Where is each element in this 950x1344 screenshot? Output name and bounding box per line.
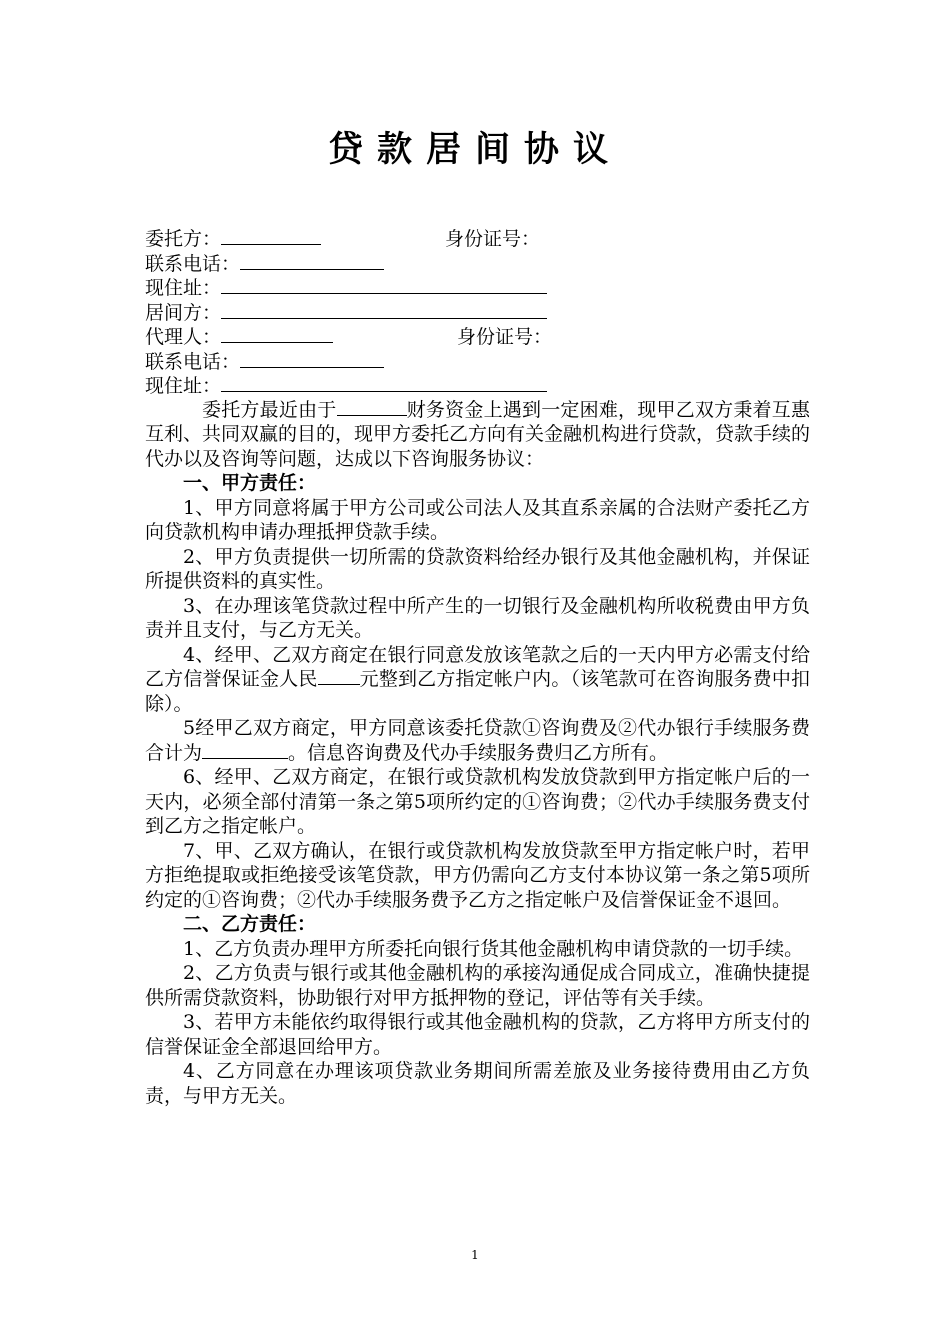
clause-4-text-b: 元整到乙方指定帐户内。（该笔款可在咨询服务费中扣除）。 bbox=[145, 668, 810, 715]
client-row bbox=[145, 226, 810, 251]
phone-label-2: 联系电话： bbox=[145, 350, 241, 373]
phone-blank-2[interactable] bbox=[240, 349, 384, 368]
section-2-heading: 二、乙方责任： bbox=[183, 913, 317, 935]
section-2-clause-4: 4、乙方同意在办理该项贷款业务期间所需差旅及业务接待费用由乙方负责，与甲方无关。 bbox=[145, 1060, 810, 1107]
document-title: 贷款居间协议 bbox=[327, 129, 622, 170]
address-row-1 bbox=[145, 275, 810, 300]
phone-row-1 bbox=[145, 251, 810, 276]
intro-blank[interactable] bbox=[337, 399, 407, 416]
document-body bbox=[145, 226, 810, 1108]
client-id-label: 身份证号： bbox=[445, 228, 541, 250]
section-2-clause-3: 3、若甲方未能依约取得银行或其他金融机构的贷款，乙方将甲方所支付的信誉保证金全部退回给甲方。 bbox=[145, 1011, 810, 1058]
agent-id-label: 身份证号： bbox=[457, 326, 553, 348]
address-label-2: 现住址： bbox=[145, 375, 222, 397]
section-1-clause-1: 1、甲方同意将属于甲方公司或公司法人及其直系亲属的合法财产委托乙方向贷款机构申请办理抵押贷款手续。 bbox=[145, 496, 810, 543]
intro-text-b: 财务资金上遇到一定困难，现甲乙双方秉着互惠互利、共同双赢的目的，现甲方委托乙方向有关金融机构进行贷款，贷款手续的代办以及咨询等问题，达成以下咨询服务协议： bbox=[145, 398, 811, 470]
address-label-1: 现住址： bbox=[145, 277, 222, 299]
section-1-clause-3: 3、在办理该笔贷款过程中所产生的一切银行及金融机构所收税费由甲方负责并且支付，与乙方无关。 bbox=[145, 594, 810, 641]
clause-5-text-b: 。信息咨询费及代办手续服务费归乙方所有。 bbox=[288, 741, 669, 764]
clause-5-text-a: 5经甲乙双方商定，甲方同意该委托贷款①咨询费及②代办银行手续服务费合计为 bbox=[145, 717, 810, 764]
fee-total-blank[interactable] bbox=[202, 742, 288, 759]
broker-blank[interactable] bbox=[221, 300, 547, 319]
address-row-2 bbox=[145, 373, 810, 398]
section-1-clause-7: 7、甲、乙双方确认，在银行或贷款机构发放贷款至甲方指定帐户时，若甲方拒绝提取或拒绝接受该笔贷款，甲方仍需向乙方支付本协议第一条之第5项所约定的①咨询费；②代办手续服务费予乙方之指定帐户及信誉保证金不退回。 bbox=[145, 839, 810, 911]
address-blank-2[interactable] bbox=[221, 373, 547, 392]
section-1-clause-5 bbox=[145, 716, 810, 765]
client-label: 委托方： bbox=[145, 228, 222, 250]
intro-paragraph bbox=[145, 398, 810, 472]
client-blank[interactable] bbox=[221, 226, 321, 245]
section-1-clause-2: 2、甲方负责提供一切所需的贷款资料给经办银行及其他金融机构，并保证所提供资料的真实性。 bbox=[145, 545, 810, 592]
intro-text-a: 委托方最近由于 bbox=[202, 398, 337, 421]
agent-label: 代理人： bbox=[145, 326, 222, 348]
agent-row bbox=[145, 324, 810, 349]
section-2-clause-1: 1、乙方负责办理甲方所委托向银行货其他金融机构申请贷款的一切手续。 bbox=[183, 937, 804, 960]
address-blank-1[interactable] bbox=[221, 275, 547, 294]
phone-row-2 bbox=[145, 349, 810, 374]
agent-blank[interactable] bbox=[221, 324, 333, 343]
phone-label-1: 联系电话： bbox=[145, 252, 241, 275]
page-number: 1 bbox=[471, 1248, 479, 1262]
section-1-clause-6: 6、经甲、乙双方商定，在银行或贷款机构发放贷款到甲方指定帐户后的一天内，必须全部付清第一条之第5项所约定的①咨询费；②代办手续服务费支付到乙方之指定帐户。 bbox=[145, 766, 810, 837]
broker-row bbox=[145, 300, 810, 325]
phone-blank-1[interactable] bbox=[240, 251, 384, 270]
broker-label: 居间方： bbox=[145, 301, 222, 324]
section-1-heading: 一、甲方责任： bbox=[183, 472, 317, 494]
clause-4-text-a: 4、经甲、乙双方商定在银行同意发放该笔款之后的一天内甲方必需支付给乙方信誉保证金人民 bbox=[145, 643, 810, 690]
section-2-clause-2: 2、乙方负责与银行或其他金融机构的承接沟通促成合同成立，准确快捷提供所需贷款资料，协助银行对甲方抵押物的登记，评估等有关手续。 bbox=[145, 962, 810, 1009]
deposit-blank[interactable] bbox=[318, 668, 360, 685]
section-1-clause-4 bbox=[145, 643, 810, 717]
